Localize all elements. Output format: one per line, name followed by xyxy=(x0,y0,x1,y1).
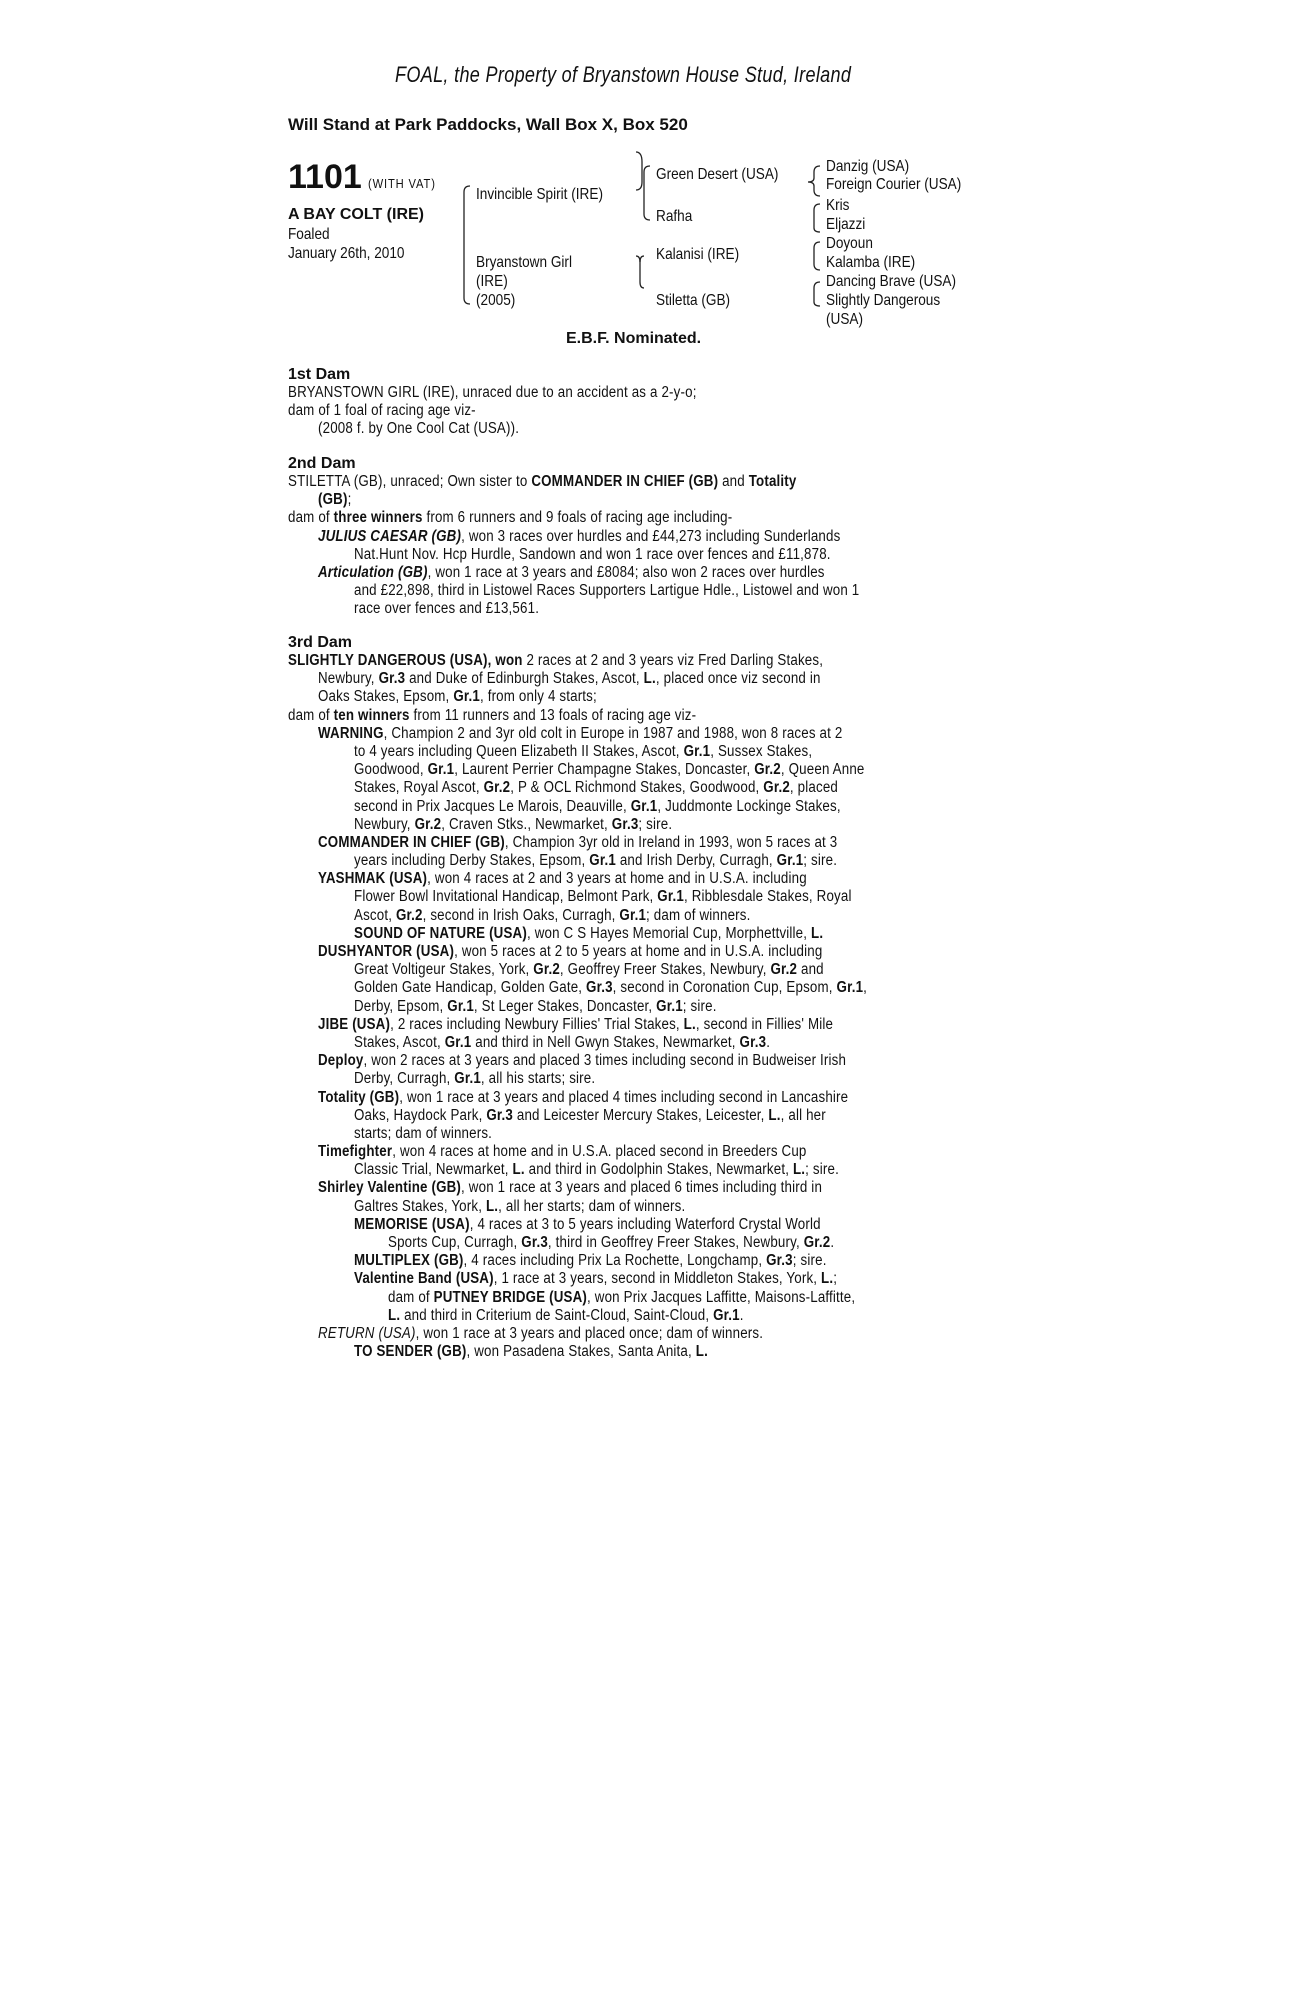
emphasis: Gr.1 xyxy=(683,742,711,760)
text: , Craven Stks., Newmarket, xyxy=(441,815,612,833)
text: , won 1 race at 3 years and placed once; dam of winners. xyxy=(415,1324,764,1342)
text: , second in Irish Oaks, Curragh, xyxy=(422,906,620,924)
emphasis: L. xyxy=(683,1015,696,1033)
third-dam-line xyxy=(354,1070,951,1088)
text: and Duke of Edinburgh Stakes, Ascot, xyxy=(405,670,644,688)
pedigree-dss: Doyoun xyxy=(826,235,873,252)
emphasis: Gr.1 xyxy=(656,997,683,1015)
horse-name: Articulation (GB) xyxy=(318,563,428,581)
third-dam-line xyxy=(354,798,951,816)
third-dam-line xyxy=(354,743,951,761)
emphasis: Gr.2 xyxy=(763,779,790,797)
emphasis: SLIGHTLY DANGEROUS (USA), won xyxy=(288,652,523,669)
third-dam-section xyxy=(288,634,1048,1361)
pedigree-sss: Danzig (USA) xyxy=(826,158,910,175)
emphasis: DUSHYANTOR (USA) xyxy=(318,943,455,960)
text: , second in Fillies' Mile xyxy=(695,1015,834,1033)
emphasis: Gr.1 xyxy=(427,761,455,779)
third-dam-line xyxy=(318,1016,946,1034)
emphasis: L. xyxy=(485,1197,499,1215)
text: , won 1 race at 3 years and £8084; also won 2 races over hurdles xyxy=(427,563,825,581)
third-dam-line xyxy=(354,1034,951,1052)
emphasis: Gr.1 xyxy=(589,852,616,870)
second-dam-line: Nat.Hunt Nov. Hcp Hurdle, Sandown and won 1 race over fences and £11,878. xyxy=(354,545,831,563)
emphasis: COMMANDER IN CHIEF (GB) xyxy=(318,833,505,851)
stand-location: Will Stand at Park Paddocks, Wall Box X, Box 520 xyxy=(288,115,688,134)
emphasis: Gr.3 xyxy=(378,670,406,688)
emphasis: L. xyxy=(695,1343,708,1361)
text: ; sire. xyxy=(682,997,717,1015)
text: Derby, Curragh, xyxy=(354,1070,455,1088)
third-dam-line xyxy=(354,1198,951,1216)
text: ; sire. xyxy=(803,852,838,870)
third-dam-line xyxy=(318,725,946,743)
text: and third in Criterium de Saint-Cloud, Saint-Cloud, xyxy=(400,1306,714,1324)
text: dam of xyxy=(288,706,334,724)
first-dam-line: BRYANSTOWN GIRL (IRE), unraced due to an accident as a 2-y-o; xyxy=(288,384,697,401)
emphasis: Gr.3 xyxy=(739,1033,767,1051)
third-dam-line xyxy=(318,943,946,961)
third-dam-line xyxy=(318,870,946,888)
second-dam-line xyxy=(288,473,942,491)
third-dam-line xyxy=(388,1234,956,1252)
text: , all her xyxy=(780,1106,826,1124)
text: ; xyxy=(347,491,352,509)
emphasis: Deploy xyxy=(318,1052,364,1070)
third-dam-line xyxy=(318,670,946,688)
text: , won Prix Jacques Laffitte, Maisons-Laffitte, xyxy=(587,1288,856,1306)
pedigree-dam-line1: Bryanstown Girl xyxy=(476,254,572,271)
pedigree-sire-sire: Green Desert (USA) xyxy=(656,166,779,183)
emphasis: Gr.1 xyxy=(619,906,647,924)
pedigree-ddd-line2: (USA) xyxy=(826,311,864,328)
lot-number: 1101 xyxy=(288,158,362,196)
text: , Champion 2 and 3yr old colt in Europe in 1987 and 1988, won 8 races at 2 xyxy=(383,724,843,742)
third-dam-line xyxy=(354,1343,951,1361)
third-dam-line xyxy=(354,1107,951,1125)
emphasis: JIBE (USA) xyxy=(318,1015,391,1033)
text: , St Leger Stakes, Doncaster, xyxy=(473,997,657,1015)
text: , won Pasadena Stakes, Santa Anita, xyxy=(466,1343,696,1361)
horse-name: COMMANDER IN CHIEF (GB) xyxy=(531,473,719,490)
text: ; sire. xyxy=(792,1252,827,1270)
emphasis: Gr.3 xyxy=(611,815,639,833)
third-dam-line xyxy=(318,1325,946,1343)
pedigree-dds: Dancing Brave (USA) xyxy=(826,273,957,290)
second-dam-line: and £22,898, third in Listowel Races Supporters Lartigue Hdle., Listowel and won 1 xyxy=(354,582,860,600)
text: , Champion 3yr old in Ireland in 1993, won 5 races at 3 xyxy=(504,833,838,851)
text: , won 3 races over hurdles and £44,273 including Sunderlands xyxy=(461,527,841,545)
text: , all her starts; dam of winners. xyxy=(498,1197,686,1215)
text: from 11 runners and 13 foals of racing age viz- xyxy=(409,706,697,724)
emphasis: WARNING xyxy=(318,724,384,742)
text: , won 4 races at 2 and 3 years at home and in U.S.A. including xyxy=(427,870,807,888)
foaled-label: Foaled xyxy=(288,226,330,243)
text: , all his starts; sire. xyxy=(480,1070,596,1088)
text: Great Voltigeur Stakes, York, xyxy=(354,961,534,979)
emphasis: Gr.3 xyxy=(486,1106,513,1124)
pedigree-ssd: Foreign Courier (USA) xyxy=(826,176,962,193)
third-dam-line xyxy=(354,961,951,979)
horse-suffix: (GB) xyxy=(318,491,348,509)
emphasis: Gr.2 xyxy=(770,961,798,979)
text: and third in Nell Gwyn Stakes, Newmarket, xyxy=(471,1033,740,1051)
emphasis: Gr.3 xyxy=(521,1234,548,1251)
emphasis: Gr.2 xyxy=(414,815,442,833)
third-dam-line xyxy=(354,761,951,779)
emphasis: L. xyxy=(512,1161,525,1179)
second-dam-line xyxy=(318,491,946,509)
text: , won 1 race at 3 years and placed 4 times including second in Lancashire xyxy=(399,1088,849,1106)
emphasis: Valentine Band (USA) xyxy=(354,1270,494,1288)
pedigree-sdd: Eljazzi xyxy=(826,216,866,233)
text: to 4 years including Queen Elizabeth II Stakes, Ascot, xyxy=(354,742,684,760)
ebf-nominated: E.B.F. Nominated. xyxy=(566,330,702,347)
horse-name: Totality xyxy=(748,473,797,490)
emphasis: YASHMAK (USA) xyxy=(318,870,428,888)
third-dam-line xyxy=(354,779,951,797)
emphasis: Gr.2 xyxy=(533,961,560,979)
third-dam-line xyxy=(388,1289,956,1307)
emphasis: Gr.1 xyxy=(630,797,658,815)
second-dam-line xyxy=(318,564,946,582)
third-dam-line xyxy=(354,998,951,1016)
text: second in Prix Jacques Le Marois, Deauville, xyxy=(354,797,631,815)
second-dam-heading: 2nd Dam xyxy=(288,455,356,472)
text: , won 1 race at 3 years and placed 6 times including third in xyxy=(461,1179,823,1197)
third-dam-line xyxy=(354,816,951,834)
third-dam-line xyxy=(318,1052,946,1070)
emphasis: Gr.2 xyxy=(395,906,423,924)
emphasis: Gr.2 xyxy=(754,761,781,779)
text: Sports Cup, Curragh, xyxy=(388,1234,522,1251)
pedigree-dam-dam: Stiletta (GB) xyxy=(656,292,731,309)
second-dam-line xyxy=(288,509,942,527)
first-dam-section xyxy=(288,366,1048,439)
text: , Juddmonte Lockinge Stakes, xyxy=(657,797,841,815)
emphasis: Gr.1 xyxy=(447,997,474,1015)
text: and xyxy=(797,961,824,979)
text: , 1 race at 3 years, second in Middleton Stakes, York, xyxy=(493,1270,822,1288)
text: Flower Bowl Invitational Handicap, Belmont Park, xyxy=(354,888,658,906)
text: , Geoffrey Freer Stakes, Newbury, xyxy=(559,961,771,979)
emphasis: Gr.1 xyxy=(453,688,480,706)
third-dam-line xyxy=(354,925,951,943)
emphasis: Shirley Valentine (GB) xyxy=(318,1179,462,1197)
text: . xyxy=(830,1234,835,1251)
emphasis: Gr.2 xyxy=(483,779,511,797)
text: Newbury, xyxy=(318,670,379,688)
text: STILETTA (GB), unraced; Own sister to xyxy=(288,473,532,490)
text: . xyxy=(739,1306,744,1324)
third-dam-heading: 3rd Dam xyxy=(288,634,353,651)
first-dam-heading: 1st Dam xyxy=(288,366,351,383)
lot-name: A BAY COLT (IRE) xyxy=(288,206,425,223)
text: , from only 4 starts; xyxy=(479,688,597,706)
second-dam-line xyxy=(318,528,946,546)
text: years including Derby Stakes, Epsom, xyxy=(354,852,590,870)
third-dam-line xyxy=(288,707,942,725)
text: , 4 races including Prix La Rochette, Longchamp, xyxy=(463,1252,767,1270)
emphasis: Totality (GB) xyxy=(318,1088,400,1106)
emphasis: L. xyxy=(768,1106,781,1124)
emphasis: MEMORISE (USA) xyxy=(354,1215,470,1233)
text: Galtres Stakes, York, xyxy=(354,1197,486,1215)
pedigree-sds: Kris xyxy=(826,197,850,214)
text: ; xyxy=(833,1270,838,1288)
emphasis: Gr.1 xyxy=(657,888,684,906)
page-header: FOAL, the Property of Bryanstown House Stud, Ireland xyxy=(395,62,852,87)
pedigree-dam-sire: Kalanisi (IRE) xyxy=(656,246,740,263)
emphasis: L. xyxy=(811,924,824,942)
third-dam-line xyxy=(354,1216,951,1234)
text: ; sire. xyxy=(638,815,673,833)
emphasis: L. xyxy=(388,1306,401,1324)
text: , placed xyxy=(789,779,838,797)
emphasis: L. xyxy=(821,1270,834,1288)
third-dam-line xyxy=(318,688,946,706)
text: , 2 races including Newbury Fillies' Trial Stakes, xyxy=(390,1015,684,1033)
text: , xyxy=(863,979,868,997)
third-dam-line xyxy=(288,652,942,670)
third-dam-line xyxy=(354,979,951,997)
third-dam-line xyxy=(318,1089,946,1107)
emphasis: Gr.1 xyxy=(836,979,864,997)
third-dam-line xyxy=(318,1179,946,1197)
text: ; dam of winners. xyxy=(646,906,751,924)
emphasis: L. xyxy=(643,670,656,688)
text: , placed once viz second in xyxy=(655,670,821,688)
emphasis: Gr.1 xyxy=(713,1306,740,1324)
text: , 4 races at 3 to 5 years including Waterford Crystal World xyxy=(469,1215,821,1233)
pedigree-dam-line3: (2005) xyxy=(476,292,516,309)
text: . xyxy=(766,1033,771,1051)
text: Derby, Epsom, xyxy=(354,997,448,1015)
text: dam of xyxy=(388,1288,434,1306)
text: starts; dam of winners. xyxy=(354,1124,493,1142)
text: Golden Gate Handicap, Golden Gate, xyxy=(354,979,587,997)
text: , second in Coronation Cup, Epsom, xyxy=(612,979,837,997)
pedigree-dsd: Kalamba (IRE) xyxy=(826,254,916,271)
emphasis: ten winners xyxy=(333,706,410,724)
text: , P & OCL Richmond Stakes, Goodwood, xyxy=(510,779,764,797)
foaled-date: January 26th, 2010 xyxy=(288,245,405,262)
text: and Irish Derby, Curragh, xyxy=(615,852,777,870)
text: Classic Trial, Newmarket, xyxy=(354,1161,513,1179)
text: and Leicester Mercury Stakes, Leicester, xyxy=(512,1106,769,1124)
text: , Laurent Perrier Champagne Stakes, Doncaster, xyxy=(454,761,755,779)
text: 2 races at 2 and 3 years viz Fred Darling Stakes, xyxy=(522,652,824,669)
emphasis: TO SENDER (GB) xyxy=(354,1343,467,1361)
third-dam-line xyxy=(354,888,951,906)
text: from 6 runners and 9 foals of racing age including- xyxy=(422,509,733,527)
third-dam-line xyxy=(354,1270,951,1288)
text: dam of xyxy=(288,509,334,527)
text: , Ribblesdale Stakes, Royal xyxy=(683,888,852,906)
pedigree-sire: Invincible Spirit (IRE) xyxy=(476,186,603,203)
text: Stakes, Royal Ascot, xyxy=(354,779,484,797)
winners-count: three winners xyxy=(333,509,423,527)
third-dam-line xyxy=(354,907,951,925)
text: , won 5 races at 2 to 5 years at home and in U.S.A. including xyxy=(454,943,823,960)
text: , Queen Anne xyxy=(780,761,865,779)
text: Oaks, Haydock Park, xyxy=(354,1106,487,1124)
text: Stakes, Ascot, xyxy=(354,1033,445,1051)
vat-note: (WITH VAT) xyxy=(367,176,436,191)
text: Goodwood, xyxy=(354,761,428,779)
emphasis: Timefighter xyxy=(318,1143,393,1161)
pedigree-ddd-line1: Slightly Dangerous xyxy=(826,292,941,309)
third-dam-line xyxy=(318,1143,946,1161)
horse-name: JULIUS CAESAR (GB) xyxy=(318,527,462,545)
emphasis: L. xyxy=(792,1161,806,1179)
third-dam-line xyxy=(354,1161,951,1179)
emphasis: Gr.3 xyxy=(766,1252,793,1270)
text: Ascot, xyxy=(354,906,396,924)
first-dam-line: (2008 f. by One Cool Cat (USA)). xyxy=(318,420,520,438)
text: and third in Godolphin Stakes, Newmarket, xyxy=(524,1161,793,1179)
text: and xyxy=(718,473,749,490)
emphasis: PUTNEY BRIDGE (USA) xyxy=(433,1288,588,1306)
text: , Sussex Stakes, xyxy=(710,742,813,760)
pedigree-sire-dam: Rafha xyxy=(656,208,693,225)
third-dam-line xyxy=(354,1125,951,1143)
text: , won 2 races at 3 years and placed 3 times including second in Budweiser Irish xyxy=(363,1052,847,1070)
text: , won 4 races at home and in U.S.A. placed second in Breeders Cup xyxy=(392,1143,807,1161)
third-dam-line xyxy=(318,834,946,852)
third-dam-line xyxy=(354,852,951,870)
second-dam-line: race over fences and £13,561. xyxy=(354,600,540,618)
emphasis: Gr.1 xyxy=(776,852,804,870)
text: , third in Geoffrey Freer Stakes, Newbury, xyxy=(547,1234,804,1251)
third-dam-lines xyxy=(288,652,1048,1361)
third-dam-line xyxy=(388,1307,956,1325)
text: ; sire. xyxy=(805,1161,839,1179)
text: Oaks Stakes, Epsom, xyxy=(318,688,454,706)
emphasis: Gr.1 xyxy=(444,1033,472,1051)
emphasis: Gr.3 xyxy=(586,979,613,997)
third-dam-line xyxy=(354,1252,951,1270)
emphasis: Gr.1 xyxy=(454,1070,481,1088)
emphasis: RETURN (USA) xyxy=(318,1324,416,1342)
emphasis: Gr.2 xyxy=(803,1234,831,1251)
text: , won C S Hayes Memorial Cup, Morphettville, xyxy=(526,924,812,942)
emphasis: MULTIPLEX (GB) xyxy=(354,1252,464,1270)
emphasis: SOUND OF NATURE (USA) xyxy=(354,924,527,942)
second-dam-section xyxy=(288,455,1048,619)
pedigree-dam-line2: (IRE) xyxy=(476,273,508,290)
first-dam-line: dam of 1 foal of racing age viz- xyxy=(288,402,476,420)
text: Newbury, xyxy=(354,815,415,833)
